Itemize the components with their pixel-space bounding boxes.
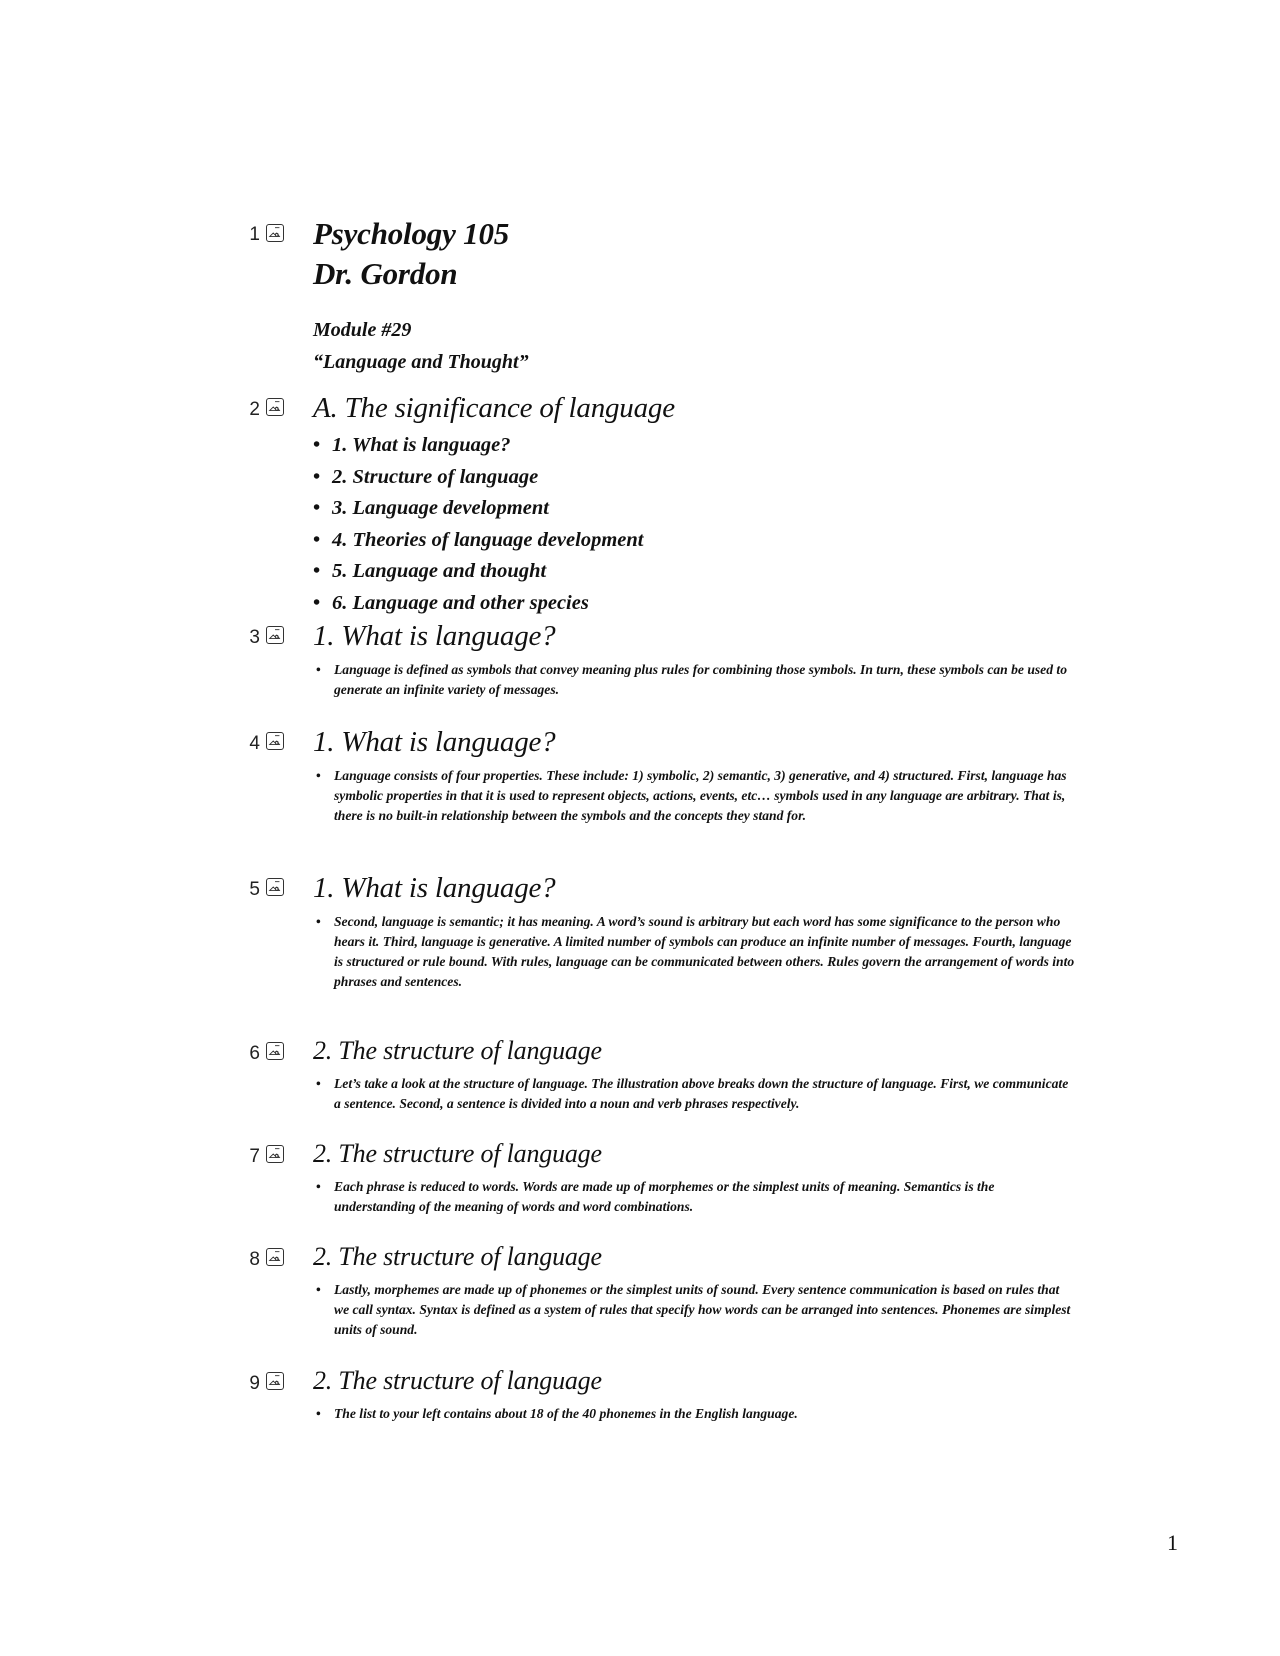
slide-bullet: • Let’s take a look at the structure of language. The illustration above breaks down the structure of language. First, we communicate a sentence. Second, a sentence is divided into a noun and verb phrases respectively. <box>316 1074 1076 1114</box>
slide-bullet: • Lastly, morphemes are made up of phonemes or the simplest units of sound. Every sentence communication is based on rules that we call syntax. Syntax is defined as a system of rules that specify how words can be arranged into sentences. Phonemes are simplest units of sound. <box>316 1280 1076 1340</box>
slide-title: 1. What is language? <box>313 620 556 652</box>
slide-number: 5 <box>249 879 260 900</box>
slide-thumbnail-icon <box>266 224 284 242</box>
module-title: “Language and Thought” <box>313 351 529 373</box>
page-number: 1 <box>1167 1530 1178 1555</box>
slide-thumbnail-icon <box>266 1145 284 1163</box>
slide-title: 2. The structure of language <box>313 1139 602 1168</box>
slide-number: 2 <box>249 399 260 420</box>
slide-title: 2. The structure of language <box>313 1242 602 1271</box>
slide-bullet: • Language is defined as symbols that convey meaning plus rules for combining those symbols. In turn, these symbols can be used to generate an infinite variety of messages. <box>316 660 1076 700</box>
outline-item: • 2. Structure of language <box>313 462 643 494</box>
slide-bullet: • Language consists of four properties. These include: 1) symbolic, 2) semantic, 3) generative, and 4) structured. First, language has symbolic properties in that it is used to represent objects, actions, events, etc… symbols used in any language are arbitrary. That is, there is no built-in relationship between the symbols and the concepts they stand for. <box>316 766 1076 826</box>
outline-item: • 3. Language development <box>313 493 643 525</box>
slide-title: A. The significance of language <box>313 392 675 424</box>
instructor-name: Dr. Gordon <box>313 256 458 291</box>
slide-thumbnail-icon <box>266 626 284 644</box>
outline-item: • 5. Language and thought <box>313 556 643 588</box>
slide-thumbnail-icon <box>266 878 284 896</box>
slide-number: 7 <box>249 1146 260 1167</box>
slide-subtitle <box>313 314 529 378</box>
slide-thumbnail-icon <box>266 398 284 416</box>
outline-item: • 4. Theories of language development <box>313 525 643 557</box>
slide-thumbnail-icon <box>266 1042 284 1060</box>
slide-title: 2. The structure of language <box>313 1366 602 1395</box>
slide-title: 1. What is language? <box>313 872 556 904</box>
slide-number: 9 <box>249 1373 260 1394</box>
outline-item: • 6. Language and other species <box>313 588 643 620</box>
slide-number: 6 <box>249 1043 260 1064</box>
slide-bullet: • Second, language is semantic; it has meaning. A word’s sound is arbitrary but each word has some significance to the person who hears it. Third, language is generative. A limited number of symbols can produce an infinite number of messages. Fourth, language is structured or rule bound. With rules, language can be communicated between others. Rules govern the arrangement of words into phrases and sentences. <box>316 912 1076 992</box>
slide-number: 3 <box>249 627 260 648</box>
slide-title <box>313 214 509 294</box>
slide-thumbnail-icon <box>266 1248 284 1266</box>
slide-number: 8 <box>249 1249 260 1270</box>
module-number: Module #29 <box>313 319 412 341</box>
topic-outline <box>313 430 643 619</box>
slide-number: 4 <box>249 733 260 754</box>
slide-number: 1 <box>249 224 260 245</box>
slide-title: 1. What is language? <box>313 726 556 758</box>
slide-title: 2. The structure of language <box>313 1036 602 1065</box>
slide-bullet: • The list to your left contains about 18 of the 40 phonemes in the English language. <box>316 1404 1076 1424</box>
slide-thumbnail-icon <box>266 732 284 750</box>
slide-thumbnail-icon <box>266 1372 284 1390</box>
outline-item: • 1. What is language? <box>313 430 643 462</box>
slide-bullet: • Each phrase is reduced to words. Words are made up of morphemes or the simplest units of meaning. Semantics is the understanding of the meaning of words and word combinations. <box>316 1177 1076 1217</box>
course-title: Psychology 105 <box>313 216 510 251</box>
